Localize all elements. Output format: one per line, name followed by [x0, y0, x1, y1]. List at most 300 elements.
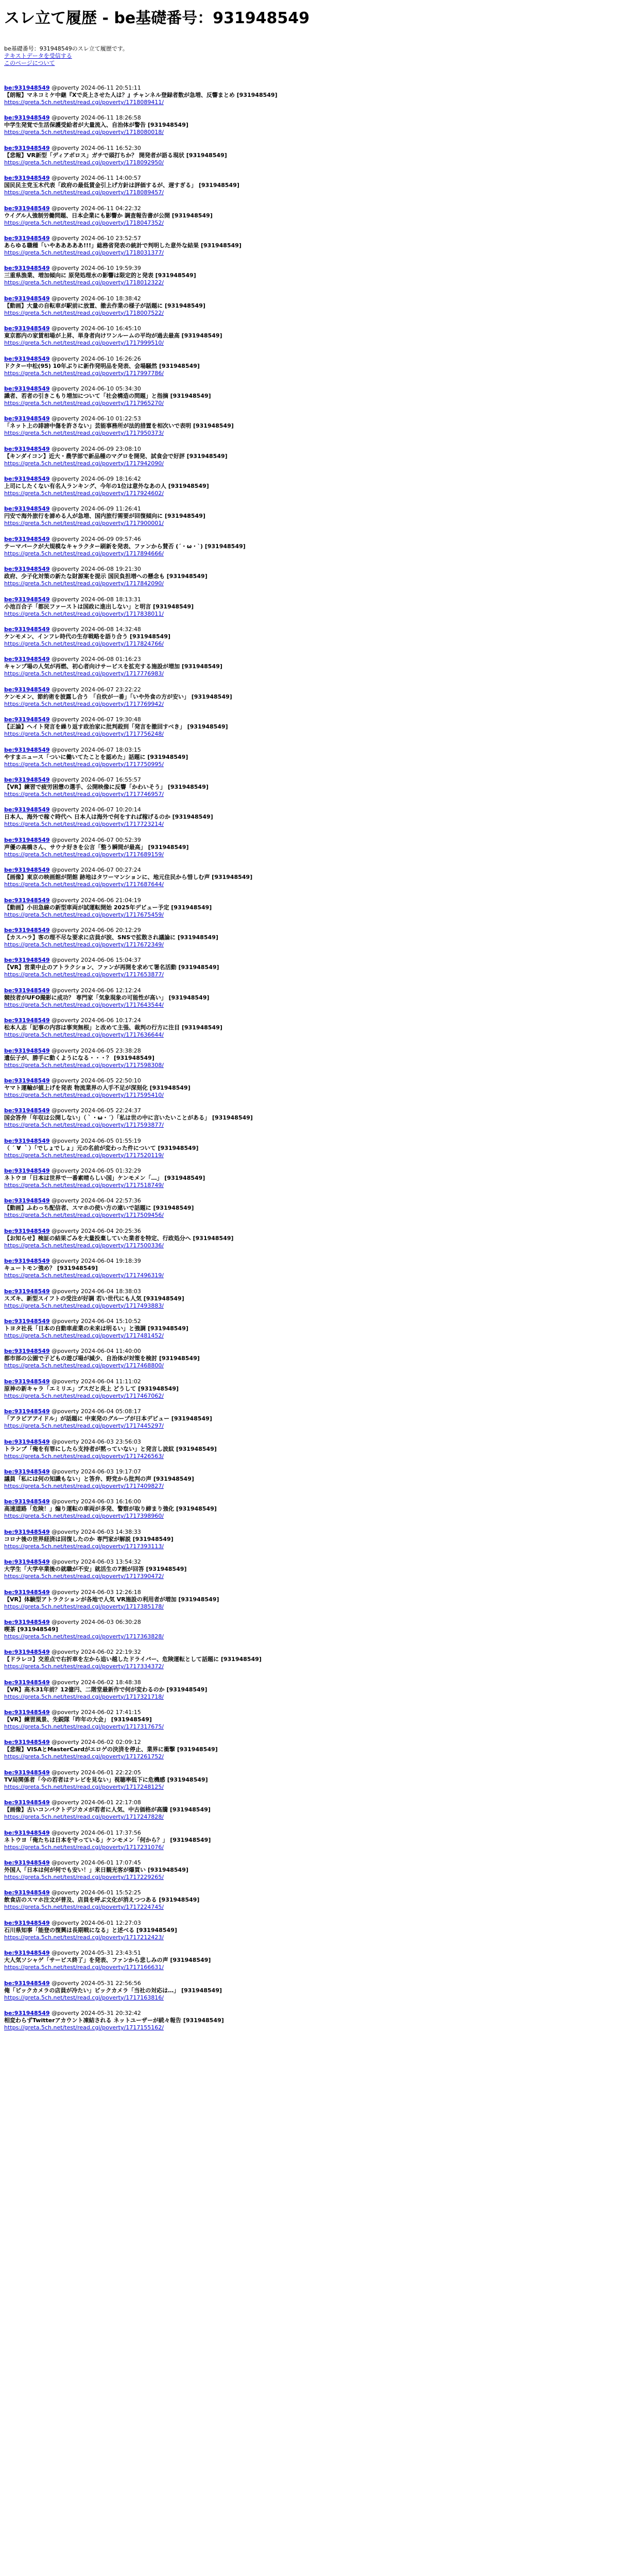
- entry-meta: [4, 476, 614, 483]
- thread-url-link[interactable]: https://greta.5ch.net/test/read.cgi/poverty/1717636644/: [4, 1031, 164, 1039]
- thread-url-link[interactable]: https://greta.5ch.net/test/read.cgi/poverty/1717231076/: [4, 1843, 164, 1851]
- be-id-link[interactable]: be:931948549: [4, 114, 50, 122]
- thread-title: 識者、若者の引きこもり増加について「社会構造の問題」と指摘 [931948549]: [4, 392, 211, 399]
- thread-url-link[interactable]: https://greta.5ch.net/test/read.cgi/poverty/1717750995/: [4, 760, 164, 768]
- thread-url-link[interactable]: https://greta.5ch.net/test/read.cgi/poverty/1718080018/: [4, 129, 164, 136]
- thread-url-link[interactable]: https://greta.5ch.net/test/read.cgi/poverty/1717363828/: [4, 1633, 164, 1640]
- post-board-and-date: @poverty 2024-06-10 19:59:39: [52, 265, 141, 272]
- post-board-and-date: @poverty 2024-06-09 23:08:10: [52, 445, 141, 452]
- thread-url-link[interactable]: https://greta.5ch.net/test/read.cgi/poverty/1717842090/: [4, 580, 164, 587]
- thread-title: 日本人、海外で稼ぐ時代へ 日本人は海外で何をすれば稼げるのか [931948549]: [4, 814, 213, 821]
- be-id-link[interactable]: be:931948549: [4, 1348, 50, 1355]
- list-item: [4, 747, 614, 776]
- thread-url-link[interactable]: https://greta.5ch.net/test/read.cgi/poverty/1717689159/: [4, 851, 164, 858]
- entry-meta: [4, 84, 614, 92]
- list-item: [4, 1859, 614, 1889]
- list-item: [4, 957, 614, 987]
- thread-url-link[interactable]: https://greta.5ch.net/test/read.cgi/poverty/1717166631/: [4, 1964, 164, 1971]
- post-board-and-date: @poverty 2024-06-09 18:16:42: [52, 476, 141, 483]
- thread-title: ウイグル人強制労働問題、日本企業にも影響か 調査報告書が公開 [931948549]: [4, 212, 213, 219]
- entry-meta: [4, 867, 614, 874]
- list-item: [4, 175, 614, 205]
- entry-meta: [4, 716, 614, 723]
- be-id-link[interactable]: be:931948549: [4, 1889, 50, 1896]
- post-board-and-date: @poverty 2024-06-10 16:45:10: [52, 325, 141, 332]
- thread-title: 声優の高橋さん、サウナ好きを公言「整う瞬間が最高」 [931948549]: [4, 843, 189, 851]
- thread-title: 円安で海外旅行を諦める人が急増、国内旅行需要が回復傾向に [931948549]: [4, 513, 205, 520]
- post-board-and-date: @poverty 2024-06-06 20:12:29: [52, 926, 141, 934]
- post-board-and-date: @poverty 2024-06-02 18:48:38: [52, 1679, 141, 1686]
- entry-meta: [4, 806, 614, 814]
- thread-url-link[interactable]: https://greta.5ch.net/test/read.cgi/poverty/1717212423/: [4, 1934, 164, 1941]
- thread-title: 松本人志「記事の内容は事実無根」と改めて主張、裁判の行方に注目 [931948549]: [4, 1024, 222, 1031]
- thread-url-link[interactable]: https://greta.5ch.net/test/read.cgi/poverty/1717247828/: [4, 1814, 164, 1821]
- entry-meta: [4, 1589, 614, 1596]
- list-item: [4, 355, 614, 385]
- be-id-link[interactable]: be:931948549: [4, 445, 50, 452]
- be-id-link[interactable]: be:931948549: [4, 686, 50, 693]
- list-item: [4, 114, 614, 144]
- entry-meta: [4, 626, 614, 633]
- be-id-link[interactable]: be:931948549: [4, 1468, 50, 1475]
- thread-title: ヤマト運輸が値上げを発表 物流業界の人手不足が深刻化 [931948549]: [4, 1084, 191, 1091]
- entry-meta: [4, 1258, 614, 1265]
- post-board-and-date: @poverty 2024-06-05 22:24:37: [52, 1107, 141, 1114]
- list-item: [4, 1438, 614, 1468]
- be-id-link[interactable]: be:931948549: [4, 1528, 50, 1535]
- thread-url-link[interactable]: https://greta.5ch.net/test/read.cgi/poverty/1717838011/: [4, 610, 164, 617]
- thread-url-link[interactable]: https://greta.5ch.net/test/read.cgi/poverty/1717385178/: [4, 1603, 164, 1610]
- thread-url-link[interactable]: https://greta.5ch.net/test/read.cgi/poverty/1717334372/: [4, 1663, 164, 1670]
- be-id-link[interactable]: be:931948549: [4, 836, 50, 843]
- list-item: [4, 1258, 614, 1287]
- thread-title: ドクター中松(95) 10年ぶりに新作発明品を発表、会場騒然 [931948549]: [4, 362, 200, 369]
- entry-meta: [4, 145, 614, 152]
- be-id-link[interactable]: be:931948549: [4, 1197, 50, 1205]
- thread-title: 中学生発覚で生活保護受給者が大量流入、自治体が警告 [931948549]: [4, 122, 188, 129]
- list-item: [4, 1468, 614, 1498]
- entry-meta: [4, 837, 614, 844]
- post-board-and-date: @poverty 2024-06-10 05:34:30: [52, 385, 141, 392]
- be-id-link[interactable]: be:931948549: [4, 325, 50, 332]
- thread-title: 【動画】小田急線の新型車両が試運転開始 2025年デビュー予定 [931948549]: [4, 904, 212, 911]
- entry-meta: [4, 1829, 614, 1837]
- list-item: [4, 536, 614, 566]
- be-id-link[interactable]: be:931948549: [4, 144, 50, 151]
- post-board-and-date: @poverty 2024-06-01 15:52:25: [52, 1889, 141, 1896]
- post-board-and-date: @poverty 2024-06-08 14:32:48: [52, 626, 141, 633]
- thread-url-link[interactable]: https://greta.5ch.net/test/read.cgi/poverty/1717776983/: [4, 670, 164, 677]
- be-id-link[interactable]: be:931948549: [4, 295, 50, 302]
- be-id-link[interactable]: be:931948549: [4, 1769, 50, 1776]
- post-board-and-date: @poverty 2024-06-09 11:26:41: [52, 505, 141, 513]
- thread-title: キュートモン強め？ [931948549]: [4, 1265, 98, 1272]
- thread-title: ネトウヨ「日本は世界で一番素晴らしい国」ケンモメン「…」 [931948549]: [4, 1175, 205, 1182]
- entry-meta: [4, 1679, 614, 1686]
- list-item: [4, 1378, 614, 1408]
- entry-meta: [4, 957, 614, 964]
- entry-meta: [4, 1408, 614, 1415]
- thread-title: 大学生「大学卒業後の就職が不安」就活生の7割が回答 [931948549]: [4, 1566, 187, 1573]
- be-id-link[interactable]: be:931948549: [4, 926, 50, 934]
- thread-title: 遺伝子が、勝手に動くようになる・・・？ [931948549]: [4, 1054, 154, 1061]
- entry-meta: [4, 1769, 614, 1776]
- entry-meta: [4, 566, 614, 573]
- entry-meta: [4, 2010, 614, 2017]
- thread-url-link[interactable]: https://greta.5ch.net/test/read.cgi/poverty/1718089411/: [4, 99, 164, 106]
- be-id-link[interactable]: be:931948549: [4, 1167, 50, 1175]
- be-id-link[interactable]: be:931948549: [4, 1408, 50, 1415]
- thread-list: [4, 84, 614, 2040]
- list-item: [4, 1017, 614, 1047]
- be-id-link[interactable]: be:931948549: [4, 716, 50, 723]
- post-board-and-date: @poverty 2024-06-05 22:50:10: [52, 1077, 141, 1084]
- entry-meta: [4, 1438, 614, 1446]
- entry-meta: [4, 355, 614, 363]
- list-item: [4, 1589, 614, 1619]
- thread-url-link[interactable]: https://greta.5ch.net/test/read.cgi/poverty/1717496319/: [4, 1272, 164, 1279]
- be-id-link[interactable]: be:931948549: [4, 957, 50, 964]
- thread-url-link[interactable]: https://greta.5ch.net/test/read.cgi/poverty/1717500336/: [4, 1242, 164, 1249]
- be-id-link[interactable]: be:931948549: [4, 1739, 50, 1746]
- be-id-link[interactable]: be:931948549: [4, 415, 50, 422]
- list-item: [4, 205, 614, 235]
- thread-url-link[interactable]: https://greta.5ch.net/test/read.cgi/poverty/1717317675/: [4, 1723, 164, 1731]
- thread-url-link[interactable]: https://greta.5ch.net/test/read.cgi/poverty/1717468800/: [4, 1362, 164, 1369]
- list-item: [4, 1799, 614, 1829]
- entry-meta: [4, 1378, 614, 1385]
- be-id-link[interactable]: be:931948549: [4, 1709, 50, 1716]
- thread-url-link[interactable]: https://greta.5ch.net/test/read.cgi/poverty/1717942090/: [4, 460, 164, 467]
- list-item: [4, 295, 614, 325]
- post-board-and-date: @poverty 2024-06-04 22:57:36: [52, 1197, 141, 1205]
- entry-meta: [4, 776, 614, 784]
- thread-url-link[interactable]: https://greta.5ch.net/test/read.cgi/poverty/1717723214/: [4, 821, 164, 828]
- thread-title: 【悲報】VISAとMasterCardがエロゲの決済を停止、業界に衝撃 [931948549]: [4, 1746, 218, 1753]
- be-id-link[interactable]: be:931948549: [4, 1287, 50, 1295]
- be-id-link[interactable]: be:931948549: [4, 746, 50, 753]
- entry-meta: [4, 505, 614, 513]
- entry-meta: [4, 385, 614, 393]
- post-board-and-date: @poverty 2024-06-04 11:40:00: [52, 1348, 141, 1355]
- list-item: [4, 1107, 614, 1137]
- thread-title: 上司にしたくない有名人ランキング、今年の1位は意外なあの人 [931948549]: [4, 483, 209, 490]
- thread-url-link[interactable]: https://greta.5ch.net/test/read.cgi/poverty/1717224745/: [4, 1904, 164, 1911]
- about-page-link[interactable]: このページについて: [4, 60, 55, 66]
- be-id-link[interactable]: be:931948549: [4, 626, 50, 633]
- entry-meta: [4, 415, 614, 422]
- list-item: [4, 686, 614, 716]
- be-id-link[interactable]: be:931948549: [4, 1799, 50, 1806]
- be-id-link[interactable]: be:931948549: [4, 656, 50, 663]
- be-id-link[interactable]: be:931948549: [4, 1588, 50, 1596]
- post-board-and-date: @poverty 2024-06-11 20:51:11: [52, 84, 141, 91]
- entry-meta: [4, 1318, 614, 1325]
- thread-title: 外国人「日本は何が何でも安い！」来日観光客が爆買い [931948549]: [4, 1867, 188, 1874]
- post-board-and-date: @poverty 2024-05-31 23:43:51: [52, 1950, 141, 1957]
- post-board-and-date: @poverty 2024-06-08 19:21:30: [52, 566, 141, 573]
- list-item: [4, 446, 614, 476]
- post-board-and-date: @poverty 2024-06-04 18:38:03: [52, 1287, 141, 1295]
- thread-title: テーマパークが大規模なキャラクター刷新を発表、ファンから賛否 (´・ω・`) [931948549]: [4, 543, 246, 550]
- list-item: [4, 1980, 614, 2010]
- list-item: [4, 505, 614, 535]
- be-id-link[interactable]: be:931948549: [4, 566, 50, 573]
- text-data-link[interactable]: テキストデータを受信する: [4, 53, 72, 59]
- be-id-link[interactable]: be:931948549: [4, 1047, 50, 1054]
- list-item: [4, 837, 614, 867]
- thread-url-link[interactable]: https://greta.5ch.net/test/read.cgi/poverty/1717769942/: [4, 700, 164, 707]
- thread-title: 【VR】練習風景、先鋭隊「昨年の大会」 [931948549]: [4, 1716, 152, 1723]
- entry-meta: [4, 1558, 614, 1566]
- post-board-and-date: @poverty 2024-06-10 23:52:57: [52, 234, 141, 242]
- list-item: [4, 1889, 614, 1919]
- thread-url-link[interactable]: https://greta.5ch.net/test/read.cgi/poverty/1717321718/: [4, 1693, 164, 1700]
- be-id-link[interactable]: be:931948549: [4, 987, 50, 994]
- be-id-link[interactable]: be:931948549: [4, 84, 50, 91]
- thread-url-link[interactable]: https://greta.5ch.net/test/read.cgi/poverty/1717643544/: [4, 1001, 164, 1008]
- post-board-and-date: @poverty 2024-06-06 15:04:37: [52, 957, 141, 964]
- post-board-and-date: @poverty 2024-06-08 01:16:23: [52, 656, 141, 663]
- thread-title: 相変わらずTwitterアカウント凍結される ネットユーザーが続々報告 [931948549]: [4, 2017, 224, 2024]
- entry-meta: [4, 1859, 614, 1867]
- thread-title: 「アラビアアイドル」が話題に 中東発のグループが日本デビュー [931948549]: [4, 1415, 212, 1422]
- list-item: [4, 566, 614, 596]
- entry-meta: [4, 1348, 614, 1355]
- be-id-link[interactable]: be:931948549: [4, 596, 50, 603]
- thread-url-link[interactable]: https://greta.5ch.net/test/read.cgi/poverty/1717261752/: [4, 1753, 164, 1760]
- post-board-and-date: @poverty 2024-06-09 09:57:46: [52, 535, 141, 543]
- be-id-link[interactable]: be:931948549: [4, 1919, 50, 1926]
- thread-title: 東京都内の家賃相場が上昇、単身者向けワンルームの平均が過去最高 [931948549]: [4, 332, 222, 340]
- be-id-link[interactable]: be:931948549: [4, 867, 50, 874]
- be-id-link[interactable]: be:931948549: [4, 1498, 50, 1505]
- entry-meta: [4, 1950, 614, 1957]
- post-board-and-date: @poverty 2024-06-03 23:56:03: [52, 1438, 141, 1445]
- post-board-and-date: @poverty 2024-06-11 04:22:32: [52, 205, 141, 212]
- be-id-link[interactable]: be:931948549: [4, 1258, 50, 1265]
- thread-url-link[interactable]: https://greta.5ch.net/test/read.cgi/poverty/1717965270/: [4, 399, 164, 406]
- post-board-and-date: @poverty 2024-06-04 20:25:36: [52, 1227, 141, 1234]
- post-board-and-date: @poverty 2024-06-06 10:17:24: [52, 1017, 141, 1024]
- entry-meta: [4, 325, 614, 332]
- be-id-link[interactable]: be:931948549: [4, 1378, 50, 1385]
- be-id-link[interactable]: be:931948549: [4, 776, 50, 783]
- thread-url-link[interactable]: https://greta.5ch.net/test/read.cgi/poverty/1717653877/: [4, 971, 164, 978]
- thread-url-link[interactable]: https://greta.5ch.net/test/read.cgi/poverty/1717824766/: [4, 640, 164, 648]
- be-id-link[interactable]: be:931948549: [4, 476, 50, 483]
- be-id-link[interactable]: be:931948549: [4, 1017, 50, 1024]
- thread-url-link[interactable]: https://greta.5ch.net/test/read.cgi/poverty/1717155162/: [4, 2024, 164, 2031]
- thread-url-link[interactable]: https://greta.5ch.net/test/read.cgi/poverty/1717509456/: [4, 1212, 164, 1219]
- entry-meta: [4, 1920, 614, 1927]
- post-board-and-date: @poverty 2024-06-03 06:30:28: [52, 1618, 141, 1625]
- thread-url-link[interactable]: https://greta.5ch.net/test/read.cgi/poverty/1717999510/: [4, 340, 164, 347]
- thread-url-link[interactable]: https://greta.5ch.net/test/read.cgi/poverty/1718089457/: [4, 189, 164, 196]
- list-item: [4, 1739, 614, 1769]
- thread-url-link[interactable]: https://greta.5ch.net/test/read.cgi/poverty/1717756248/: [4, 731, 164, 738]
- thread-url-link[interactable]: https://greta.5ch.net/test/read.cgi/poverty/1717393113/: [4, 1543, 164, 1550]
- be-id-link[interactable]: be:931948549: [4, 1618, 50, 1625]
- thread-url-link[interactable]: https://greta.5ch.net/test/read.cgi/poverty/1717675459/: [4, 911, 164, 918]
- thread-url-link[interactable]: https://greta.5ch.net/test/read.cgi/poverty/1717409827/: [4, 1482, 164, 1489]
- entry-meta: [4, 1017, 614, 1024]
- post-board-and-date: @poverty 2024-06-07 00:52:39: [52, 836, 141, 843]
- be-id-link[interactable]: be:931948549: [4, 355, 50, 362]
- thread-title: 俺「ビックカメラの店員が冷たい」ビックカメラ「当社の対応は…」 [931948549]: [4, 1987, 222, 1994]
- spacer: [4, 67, 614, 84]
- thread-title: 【画像】古いコンパクトデジカメが若者に人気、中古価格が高騰 [931948549]: [4, 1806, 211, 1814]
- thread-url-link[interactable]: https://greta.5ch.net/test/read.cgi/poverty/1717398960/: [4, 1513, 164, 1520]
- be-id-link[interactable]: be:931948549: [4, 205, 50, 212]
- entry-meta: [4, 686, 614, 693]
- entry-meta: [4, 1619, 614, 1626]
- post-board-and-date: @poverty 2024-06-03 19:17:07: [52, 1468, 141, 1475]
- thread-url-link[interactable]: https://greta.5ch.net/test/read.cgi/poverty/1718047352/: [4, 219, 164, 226]
- entry-meta: [4, 295, 614, 302]
- post-board-and-date: @poverty 2024-06-02 17:41:15: [52, 1709, 141, 1716]
- thread-url-link[interactable]: https://greta.5ch.net/test/read.cgi/poverty/1718092950/: [4, 159, 164, 166]
- thread-title: TV局関係者「今の若者はテレビを見ない」視聴率低下に危機感 [931948549]: [4, 1776, 208, 1783]
- be-id-link[interactable]: be:931948549: [4, 1137, 50, 1144]
- be-id-link[interactable]: be:931948549: [4, 2010, 50, 2016]
- list-item: [4, 1288, 614, 1318]
- be-id-link[interactable]: be:931948549: [4, 1950, 50, 1957]
- thread-url-link[interactable]: https://greta.5ch.net/test/read.cgi/poverty/1717467062/: [4, 1392, 164, 1399]
- thread-title: 【悲報】VR新型「ディアボロス」ガチで頭打ちか？ 開発者が語る現状 [931948549]: [4, 151, 227, 159]
- thread-title: 【動画】ふわっち配信者、スマホの使い方の違いで話題に [931948549]: [4, 1205, 194, 1212]
- thread-title: やすまニュース「ついに働いてたことを認めた」話題に [931948549]: [4, 753, 188, 760]
- list-item: [4, 325, 614, 355]
- post-board-and-date: @poverty 2024-06-03 14:38:33: [52, 1528, 141, 1535]
- thread-url-link[interactable]: https://greta.5ch.net/test/read.cgi/poverty/1717593877/: [4, 1122, 164, 1129]
- thread-title: あらゆる職種「いやあああああ!!!」総務省発表の統計で判明した意外な結果 [931948549]: [4, 242, 242, 249]
- thread-url-link[interactable]: https://greta.5ch.net/test/read.cgi/poverty/1717426563/: [4, 1452, 164, 1460]
- thread-url-link[interactable]: https://greta.5ch.net/test/read.cgi/poverty/1717687644/: [4, 881, 164, 888]
- post-board-and-date: @poverty 2024-06-07 10:20:14: [52, 806, 141, 814]
- thread-title: 政府、少子化対策の新たな財源案を提示 国民負担増への懸念も [931948549]: [4, 573, 208, 580]
- list-item: [4, 1228, 614, 1258]
- post-board-and-date: @poverty 2024-06-07 19:30:48: [52, 716, 141, 723]
- thread-title: （ ´ ∀ ｀）「でしょでしょ」元の名前が変わった件について [931948549]: [4, 1144, 199, 1151]
- be-id-link[interactable]: be:931948549: [4, 1649, 50, 1656]
- thread-url-link[interactable]: https://greta.5ch.net/test/read.cgi/poverty/1717493883/: [4, 1302, 164, 1309]
- be-id-link[interactable]: be:931948549: [4, 1979, 50, 1987]
- be-id-link[interactable]: be:931948549: [4, 806, 50, 814]
- be-id-link[interactable]: be:931948549: [4, 535, 50, 543]
- thread-url-link[interactable]: https://greta.5ch.net/test/read.cgi/poverty/1717445297/: [4, 1422, 164, 1430]
- entry-meta: [4, 235, 614, 242]
- entry-meta: [4, 1228, 614, 1235]
- list-item: [4, 1077, 614, 1107]
- list-item: [4, 656, 614, 686]
- thread-url-link[interactable]: https://greta.5ch.net/test/read.cgi/poverty/1717163816/: [4, 1994, 164, 2001]
- list-item: [4, 1769, 614, 1799]
- thread-title: 国会答弁「年収は公開しない」（｀・ω・´）「私は世の中に言いたいことがある」 [931948549]: [4, 1114, 253, 1122]
- entry-meta: [4, 1047, 614, 1055]
- list-item: [4, 1920, 614, 1950]
- thread-url-link[interactable]: https://greta.5ch.net/test/read.cgi/poverty/1717924602/: [4, 490, 164, 497]
- thread-url-link[interactable]: https://greta.5ch.net/test/read.cgi/poverty/1718007522/: [4, 309, 164, 316]
- be-id-link[interactable]: be:931948549: [4, 234, 50, 242]
- thread-url-link[interactable]: https://greta.5ch.net/test/read.cgi/poverty/1717746957/: [4, 790, 164, 798]
- be-id-link[interactable]: be:931948549: [4, 265, 50, 272]
- be-id-link[interactable]: be:931948549: [4, 385, 50, 392]
- post-board-and-date: @poverty 2024-06-04 11:11:02: [52, 1378, 141, 1385]
- thread-title: 【動画】大量の自転車が駅前に放置、撤去作業の様子が話題に [931948549]: [4, 302, 205, 309]
- entry-meta: [4, 1980, 614, 1987]
- be-id-link[interactable]: be:931948549: [4, 896, 50, 904]
- post-board-and-date: @poverty 2024-06-06 12:12:24: [52, 987, 141, 994]
- entry-meta: [4, 1529, 614, 1536]
- list-item: [4, 265, 614, 295]
- post-board-and-date: @poverty 2024-06-10 01:22:53: [52, 415, 141, 422]
- entry-meta: [4, 265, 614, 272]
- thread-url-link[interactable]: https://greta.5ch.net/test/read.cgi/poverty/1717997786/: [4, 369, 164, 377]
- list-item: [4, 626, 614, 656]
- post-board-and-date: @poverty 2024-06-07 23:22:22: [52, 686, 141, 693]
- thread-url-link[interactable]: https://greta.5ch.net/test/read.cgi/poverty/1717672349/: [4, 941, 164, 948]
- be-id-link[interactable]: be:931948549: [4, 1077, 50, 1084]
- thread-title: 【カスハラ】客の理不尽な要求に店員が涙、SNSで拡散され議論に [931948549]: [4, 934, 218, 941]
- thread-url-link[interactable]: https://greta.5ch.net/test/read.cgi/poverty/1717595410/: [4, 1091, 164, 1098]
- post-board-and-date: @poverty 2024-06-01 17:37:56: [52, 1829, 141, 1836]
- thread-url-link[interactable]: https://greta.5ch.net/test/read.cgi/poverty/1717390472/: [4, 1573, 164, 1580]
- post-board-and-date: @poverty 2024-05-31 22:56:56: [52, 1979, 141, 1987]
- thread-url-link[interactable]: https://greta.5ch.net/test/read.cgi/poverty/1717481452/: [4, 1332, 164, 1340]
- entry-meta: [4, 114, 614, 122]
- be-id-link[interactable]: be:931948549: [4, 1829, 50, 1836]
- entry-meta: [4, 175, 614, 182]
- thread-url-link[interactable]: https://greta.5ch.net/test/read.cgi/poverty/1717520119/: [4, 1151, 164, 1159]
- be-id-link[interactable]: be:931948549: [4, 1107, 50, 1114]
- be-id-link[interactable]: be:931948549: [4, 1227, 50, 1234]
- be-id-link[interactable]: be:931948549: [4, 505, 50, 513]
- list-item: [4, 1558, 614, 1588]
- post-board-and-date: @poverty 2024-06-07 00:27:24: [52, 867, 141, 874]
- thread-url-link[interactable]: https://greta.5ch.net/test/read.cgi/poverty/1717518749/: [4, 1182, 164, 1189]
- list-item: [4, 1950, 614, 1979]
- entry-meta: [4, 536, 614, 543]
- thread-url-link[interactable]: https://greta.5ch.net/test/read.cgi/poverty/1717598308/: [4, 1061, 164, 1069]
- be-id-link[interactable]: be:931948549: [4, 1438, 50, 1445]
- thread-url-link[interactable]: https://greta.5ch.net/test/read.cgi/poverty/1718012322/: [4, 279, 164, 286]
- be-id-link[interactable]: be:931948549: [4, 1679, 50, 1686]
- entry-meta: [4, 1138, 614, 1145]
- entry-meta: [4, 1709, 614, 1716]
- entry-meta: [4, 446, 614, 453]
- thread-title: 【キンダイコン】近大・農学部で新品種のマグロを開発、試食会で好評 [931948549]: [4, 452, 228, 460]
- thread-title: 飲食店のスマホ注文が普及、店員を呼ぶ文化が消えつつある [931948549]: [4, 1896, 200, 1904]
- list-item: [4, 897, 614, 927]
- be-id-link[interactable]: be:931948549: [4, 1859, 50, 1867]
- thread-url-link[interactable]: https://greta.5ch.net/test/read.cgi/poverty/1717950373/: [4, 430, 164, 437]
- post-board-and-date: @poverty 2024-06-11 16:52:30: [52, 144, 141, 151]
- post-board-and-date: @poverty 2024-06-04 05:08:17: [52, 1408, 141, 1415]
- list-item: [4, 596, 614, 626]
- entry-meta: [4, 1889, 614, 1896]
- list-item: [4, 1197, 614, 1227]
- thread-url-link[interactable]: https://greta.5ch.net/test/read.cgi/poverty/1717248125/: [4, 1783, 164, 1790]
- thread-url-link[interactable]: https://greta.5ch.net/test/read.cgi/poverty/1718031377/: [4, 249, 164, 256]
- be-id-link[interactable]: be:931948549: [4, 175, 50, 182]
- be-id-link[interactable]: be:931948549: [4, 1558, 50, 1566]
- be-id-link[interactable]: be:931948549: [4, 1318, 50, 1325]
- thread-url-link[interactable]: https://greta.5ch.net/test/read.cgi/poverty/1717900001/: [4, 520, 164, 527]
- thread-url-link[interactable]: https://greta.5ch.net/test/read.cgi/poverty/1717894666/: [4, 550, 164, 557]
- thread-url-link[interactable]: https://greta.5ch.net/test/read.cgi/poverty/1717229265/: [4, 1874, 164, 1881]
- post-board-and-date: @poverty 2024-06-10 16:26:26: [52, 355, 141, 362]
